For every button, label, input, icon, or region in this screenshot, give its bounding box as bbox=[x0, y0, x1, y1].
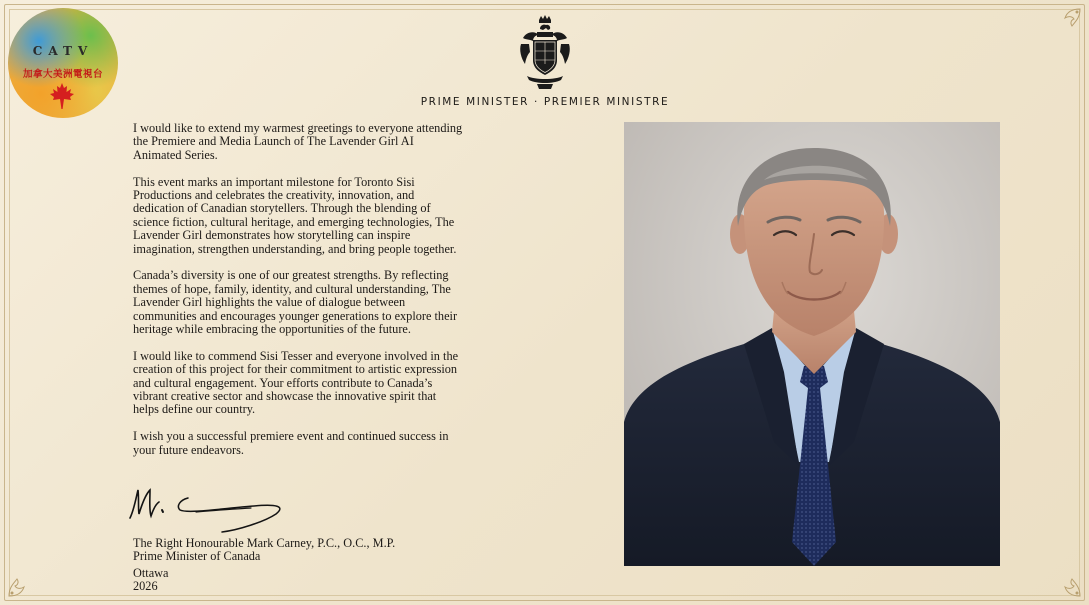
place-and-date bbox=[133, 567, 169, 592]
corner-ornament-icon bbox=[1059, 575, 1081, 597]
letter-paragraph: I wish you a successful premiere event and continued success in your future endeavors. bbox=[133, 429, 449, 457]
signatory-block bbox=[133, 537, 463, 562]
royal-coat-of-arms-icon bbox=[515, 14, 575, 90]
letter-paragraph: I would like to commend Sisi Tesser and everyone involved in the creation of this project for their commitment to artistic expression and cultural engagement. Your efforts contribute to Canada’s vibrant creative sector and showcase the innovative spirit that helps define our country. bbox=[133, 348, 459, 417]
logo-subtitle: 加拿大美洲電視台 bbox=[22, 69, 103, 80]
letter-year: 2026 bbox=[133, 578, 158, 593]
letter-paragraph: Canada’s diversity is one of our greatest strengths. By reflecting themes of hope, family, identity, and cultural understanding, The Lavender Girl highlights the value of dialogue between communities and encourages younger generations to explore their heritage while embracing the opportunities of the future. bbox=[133, 268, 458, 337]
corner-ornament-icon bbox=[8, 575, 30, 597]
handwritten-signature bbox=[126, 484, 296, 534]
portrait-photo bbox=[624, 122, 1000, 566]
letter-paragraph: I would like to extend my warmest greetings to everyone attending the Premiere and Media Launch of The Lavender Girl AI Animated Series. bbox=[133, 121, 463, 162]
signatory-name: The Right Honourable Mark Carney, P.C., O.C., M.P. bbox=[133, 536, 396, 550]
corner-ornament-icon bbox=[1059, 8, 1081, 30]
letter-paragraph: This event marks an important milestone for Toronto Sisi Productions and celebrates the creativity, innovation, and dedication of Canadian storytellers. Through the blending of science fiction, cultural heritage, and emerging technologies, The Lavender Girl demonstrates how storytelling can inspire imagination, strengthen understanding, and bring people together. bbox=[133, 174, 457, 256]
letter-body bbox=[133, 122, 463, 470]
logo-title: CATV bbox=[32, 44, 94, 58]
portrait-illustration bbox=[624, 122, 1000, 566]
maple-leaf-icon bbox=[48, 82, 76, 110]
signatory-role: Prime Minister of Canada bbox=[133, 548, 261, 563]
office-title: PRIME MINISTER · PREMIER MINISTRE bbox=[420, 96, 670, 108]
catv-logo bbox=[8, 8, 118, 118]
letter-city: Ottawa bbox=[133, 566, 169, 580]
